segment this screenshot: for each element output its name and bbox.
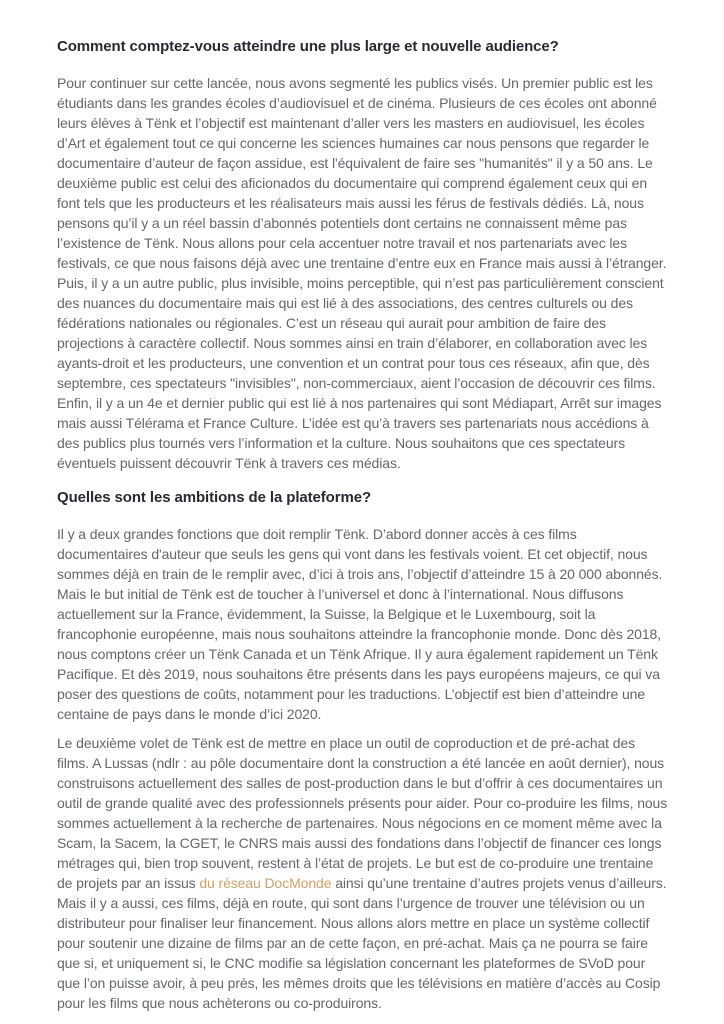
paragraph-text-before-link: Le deuxième volet de Tënk est de mettre en place un outil de coproduction et de pré-achat des films. A Lussas (ndlr : au pôle documentaire dont la construction a été lancée en août dernier), nous construisons actuellement des salles de post-production dans le but d’offrir à ces documentaires un outil de grande qualité avec des professionnels présents pour aider. Pour co-produire les films, nous sommes actuellement à la recherche de partenaires. Nous négocions en ce moment même avec la Scam, la Sacem, la CGET, le CNRS mais aussi des fondations dans l’objectif de financer ces longs métrages qui, bien trop souvent, restent à l’état de projets. Le but est de co-produire une trentaine de projets par an issus xyxy=(57,735,668,891)
section-audience xyxy=(57,37,668,473)
section-ambitions xyxy=(57,488,668,1013)
question-heading-audience: Comment comptez-vous atteindre une plus large et nouvelle audience? xyxy=(57,38,559,55)
docmonde-link[interactable]: du réseau DocMonde xyxy=(199,875,332,891)
answer-paragraph-ambitions-1: Il y a deux grandes fonctions que doit remplir Tënk. D’abord donner accès à ces films documentaires d'auteur que seuls les gens qui vont dans les festivals voient. Et cet objectif, nous sommes déjà en train de le remplir avec, d’ici à trois ans, l’objectif d’atteindre 15 à 20 000 abonnés. Mais le but initial de Tënk est de toucher à l’universel et donc à l’international. Nous diffusons actuellement sur la France, évidemment, la Suisse, la Belgique et le Luxembourg, soit la francophonie européenne, mais nous souhaitons atteindre la francophonie monde. Donc dès 2018, nous comptons créer un Tënk Canada et un Tënk Afrique. Il y aura également rapidement un Tënk Pacifique. Et dès 2019, nous souhaitons être présents dans les pays européens majeurs, ce qui va poser des questions de coûts, notamment pour les traductions. L’objectif est bien d’atteindre une centaine de pays dans le monde d’ici 2020. xyxy=(57,526,663,722)
answer-paragraph-ambitions-2 xyxy=(57,733,668,1013)
question-heading-ambitions: Quelles sont les ambitions de la plateforme? xyxy=(57,489,372,506)
paragraph-text-after-link: ainsi qu’une trentaine d’autres projets venus d’ailleurs. Mais il y a aussi, ces films, déjà en route, qui sont dans l’urgence de trouver une télévision ou un distributeur pour finaliser leur financement. Nous allons alors mettre en place un système collectif pour soutenir une dizaine de films par an de cette façon, en pré-achat. Mais ça ne pourra se faire que si, et uniquement si, le CNC modifie sa législation concernant les plateformes de SVoD pour que l’on puisse avoir, à peu près, les mêmes droits que les télévisions en matière d’accès au Cosip pour les films que nous achèterons ou co-produirons. xyxy=(57,875,667,1011)
answer-paragraph-audience: Pour continuer sur cette lancée, nous avons segmenté les publics visés. Un premier public est les étudiants dans les grandes écoles d’audiovisuel et de cinéma. Plusieurs de ces écoles ont abonné leurs élèves à Tënk et l’objectif est maintenant d’aller vers les masters en audiovisuel, les écoles d’Art et également tout ce qui concerne les sciences humaines car nous pensons que regarder le documentaire d’auteur de façon assidue, est l'équivalent de faire ses "humanités" il y a 50 ans. Le deuxième public est celui des aficionados du documentaire qui comprend également ceux qui en font tels que les producteurs et les réalisateurs mais aussi les férus de festivals dédiés. Là, nous pensons qu’il y a un réel bassin d’abonnés potentiels dont certains ne connaissent même pas l’existence de Tënk. Nous allons pour cela accentuer notre travail et nos partenariats avec les festivals, ce que nous faisons déjà avec une trentaine d’entre eux en France mais aussi à l’étranger. Puis, il y a un autre public, plus invisible, moins perceptible, qui n’est pas particulièrement conscient des nuances du documentaire mais qui est lié à des associations, des centres culturels ou des fédérations nationales ou régionales. C’est un réseau qui aurait pour ambition de faire des projections à caractère collectif. Nous sommes ainsi en train d’élaborer, en collaboration avec les ayants-droit et les producteurs, une convention et un contrat pour tous ces réseaux, afin que, dès septembre, ces spectateurs "invisibles", non-commerciaux, aient l’occasion de découvrir ces films. Enfin, il y a un 4e et dernier public qui est lié à nos partenaires qui sont Médiapart, Arrêt sur images mais aussi Télérama et France Culture. L’idée est qu’à travers ses partenariats nous accédions à des publics plus tournés vers l’information et la culture. Nous souhaitons que ces spectateurs éventuels puissent découvrir Tënk à travers ces médias. xyxy=(57,75,667,471)
